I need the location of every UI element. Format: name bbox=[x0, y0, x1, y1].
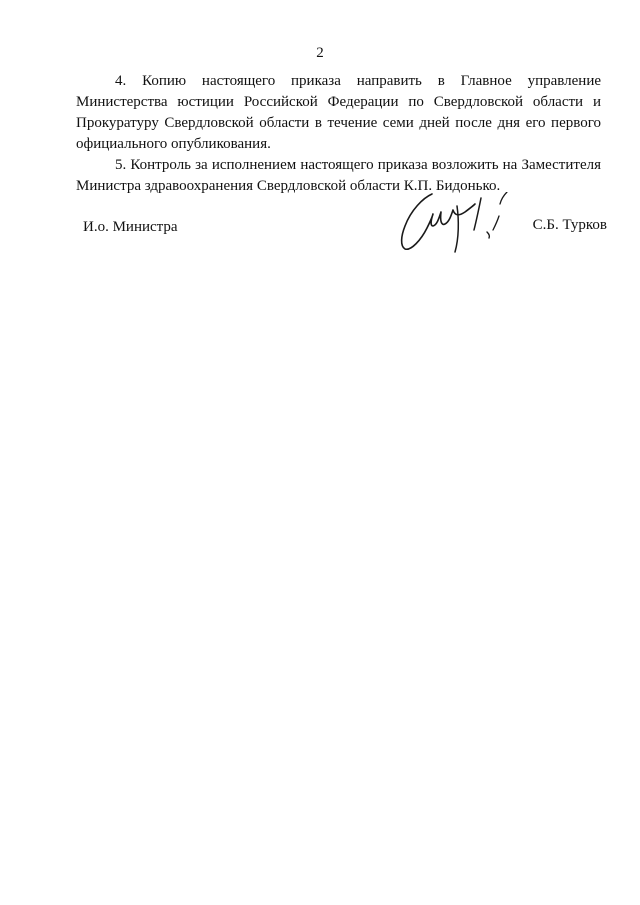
page-number: 2 bbox=[316, 45, 324, 61]
document-body bbox=[76, 71, 601, 197]
handwritten-signature bbox=[395, 192, 530, 260]
signatory-name: С.Б. Турков bbox=[532, 217, 607, 233]
paragraph-5: 5. Контроль за исполнением настоящего приказа возложить на Заместителя Министра здравоохранения Свердловской области К.П. Бидонько. bbox=[76, 157, 601, 194]
signatory-title: И.о. Министра bbox=[83, 219, 178, 235]
paragraph-4: 4. Копию настоящего приказа направить в Главное управление Министерства юстиции Российской Федерации по Свердловской области и Прокуратуру Свердловской области в течение семи дней после дня его первого официального опубликования. bbox=[76, 73, 601, 152]
signature-block bbox=[0, 200, 640, 270]
